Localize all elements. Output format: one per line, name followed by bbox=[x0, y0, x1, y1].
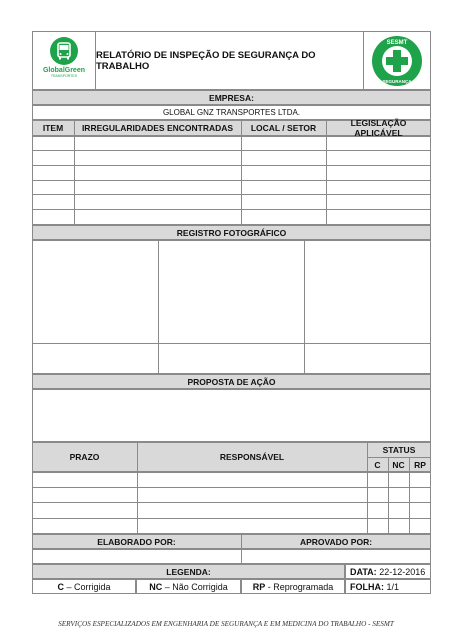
registro-header: REGISTRO FOTOGRÁFICO bbox=[32, 225, 431, 240]
logo-right-top: SESMT bbox=[386, 40, 408, 46]
date-field bbox=[345, 564, 431, 579]
status-c: C bbox=[374, 459, 381, 470]
date-value: 22-12-2016 bbox=[379, 566, 426, 577]
sesmt-logo bbox=[371, 35, 423, 87]
col-local-setor: LOCAL / SETOR bbox=[250, 123, 317, 133]
aprovado-label: APROVADO POR: bbox=[299, 536, 373, 547]
empresa-label-row: EMPRESA : bbox=[32, 90, 431, 105]
proposta-area[interactable] bbox=[32, 389, 431, 442]
folha-field bbox=[345, 579, 431, 594]
date-label: DATA: bbox=[350, 566, 377, 577]
col-legislacao: LEGISLAÇÃO APLICÁVEL bbox=[350, 118, 407, 138]
table-row bbox=[32, 194, 431, 195]
col-irregularidades: IRREGULARIDADES ENCONTRADAS bbox=[81, 123, 234, 133]
legend-rp-key: RP bbox=[252, 581, 266, 592]
empresa-value: GLOBAL GNZ TRANSPORTES LTDA. bbox=[162, 108, 301, 117]
table-row bbox=[32, 180, 431, 181]
table-row bbox=[32, 518, 431, 519]
action-body[interactable] bbox=[32, 472, 431, 534]
col-prazo: PRAZO bbox=[69, 452, 100, 462]
photo-area[interactable] bbox=[32, 240, 431, 374]
legend-c bbox=[32, 579, 136, 594]
legend-rp-text: - Reprogramada bbox=[267, 581, 334, 592]
table-row bbox=[32, 150, 431, 151]
signature-area[interactable] bbox=[32, 549, 431, 564]
legend-nc-key: NC bbox=[149, 581, 163, 592]
globalgreen-logo bbox=[38, 36, 90, 86]
col-responsavel: RESPONSÁVEL bbox=[219, 452, 285, 462]
elaborado-label: ELABORADO POR: bbox=[97, 536, 176, 547]
col-status: STATUS bbox=[382, 444, 416, 455]
table-row bbox=[32, 209, 431, 210]
table-row bbox=[32, 487, 431, 488]
logo-left-text: GlobalGreen bbox=[42, 67, 85, 74]
status-rp: RP bbox=[414, 459, 426, 470]
page-footer: SERVIÇOS ESPECIALIZADOS EM ENGENHARIA DE SEGURANÇA E EM MEDICINA DO TRABALHO - SESMT bbox=[58, 620, 394, 628]
safety-cross-icon bbox=[371, 35, 423, 87]
legend-c-key: C bbox=[57, 581, 64, 592]
table-row bbox=[32, 165, 431, 166]
table-row bbox=[32, 502, 431, 503]
folha-value: 1/1 bbox=[386, 581, 400, 592]
col-item: ITEM bbox=[42, 123, 64, 133]
proposta-header: PROPOSTA DE AÇÃO bbox=[32, 374, 431, 389]
legend-nc bbox=[136, 579, 241, 594]
status-nc: NC bbox=[392, 459, 405, 470]
legend-nc-text: – Não Corrigida bbox=[164, 581, 228, 592]
bus-icon bbox=[49, 36, 79, 66]
legend-label: LEGENDA: bbox=[32, 564, 345, 579]
legend-c-text: – Corrigida bbox=[66, 581, 111, 592]
empresa-label: EMPRESA bbox=[209, 92, 252, 103]
legend-rp bbox=[241, 579, 345, 594]
folha-label: FOLHA: bbox=[350, 581, 384, 592]
logo-left-sub: TRANSPORTES bbox=[50, 74, 78, 78]
report-title: RELATÓRIO DE INSPEÇÃO DE SEGURANÇA DO TRABALHO bbox=[96, 49, 316, 72]
logo-right-bottom: SEGURANÇA bbox=[382, 79, 412, 84]
